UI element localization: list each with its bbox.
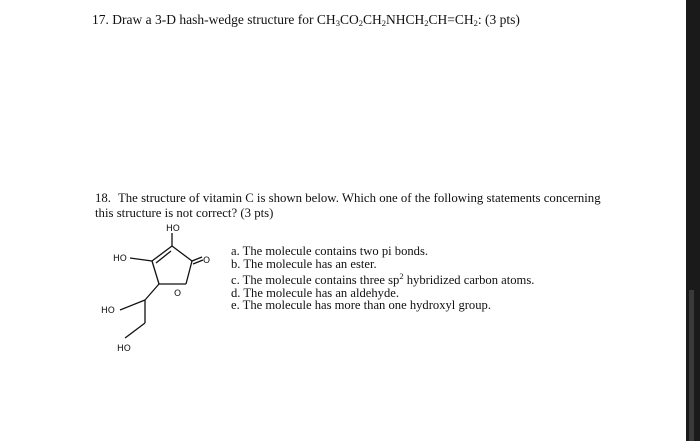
- question-17: [92, 12, 520, 28]
- answer-options: [231, 245, 534, 312]
- q17-subscript-1: 3: [335, 18, 340, 28]
- q17-subscript-4: 2: [424, 18, 429, 28]
- q17-text-2: CH: [362, 12, 382, 27]
- bond-ch2-oh: [125, 323, 145, 338]
- structure-bonds: [120, 233, 203, 338]
- label-ho-left: HO: [113, 254, 127, 264]
- option-d: d. The molecule has an aldehyde.: [231, 285, 399, 300]
- q17-text-4: CH=CH: [428, 12, 474, 27]
- q17-subscript-3: 2: [381, 18, 386, 28]
- question-18: [95, 191, 615, 221]
- q17-text-3: NHCH: [385, 12, 425, 27]
- q17-subscript-5: 2: [473, 18, 478, 28]
- option-c-text: c. The molecule contains three sp: [231, 273, 400, 288]
- bond-ring-c2-c1: [152, 261, 159, 284]
- bond-ho-left: [130, 258, 152, 261]
- bond-ring-c3-c4: [172, 246, 192, 261]
- q17-text-prefix: 17. Draw a 3-D hash-wedge structure for CH: [92, 12, 336, 27]
- option-e: e. The molecule has more than one hydroxyl group.: [231, 298, 491, 313]
- q17-text-suffix: : (3 pts): [477, 12, 520, 27]
- bond-ring-c4-o: [186, 261, 192, 284]
- option-c-text-end: hybridized carbon atoms.: [403, 273, 535, 288]
- option-a: a. The molecule contains two pi bonds.: [231, 244, 429, 258]
- label-o-ring: O: [174, 289, 182, 299]
- bond-ho-mid: [120, 300, 145, 310]
- vitamin-c-structure: [90, 218, 230, 368]
- q17-subscript-2: 2: [358, 18, 363, 28]
- label-ho-top: HO: [166, 224, 180, 234]
- scrollbar-thumb[interactable]: [689, 290, 694, 441]
- label-ho-bottom: HO: [117, 344, 131, 354]
- label-o-carbonyl: O: [203, 256, 211, 266]
- q18-text: The structure of vitamin C is shown below. Which one of the following statements concerning this structure is not correct? (3 pts): [95, 191, 601, 220]
- q17-text-1: CO: [339, 12, 359, 27]
- bond-c1-side: [145, 284, 159, 300]
- scrollbar-track[interactable]: [686, 0, 700, 441]
- option-c-superscript: 2: [399, 271, 404, 282]
- option-b: b. The molecule has an ester.: [231, 256, 377, 271]
- option-c: [231, 270, 534, 287]
- q18-number: 18.: [95, 191, 111, 205]
- label-ho-mid: HO: [101, 306, 115, 316]
